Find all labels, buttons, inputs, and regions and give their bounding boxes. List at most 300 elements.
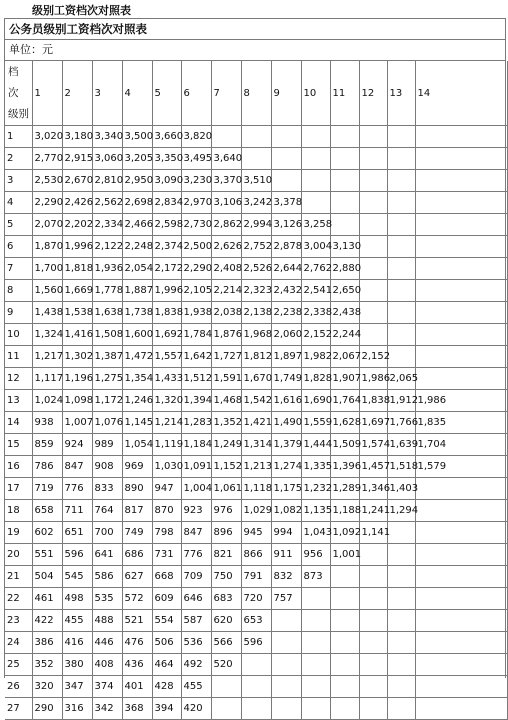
salary-cell: 1,354 xyxy=(122,368,152,390)
salary-cell: 464 xyxy=(152,654,181,676)
salary-cell xyxy=(211,698,241,720)
salary-cell: 2,152 xyxy=(301,324,330,346)
salary-cell: 911 xyxy=(271,544,301,566)
salary-cell: 2,644 xyxy=(271,258,301,280)
salary-cell: 832 xyxy=(271,566,301,588)
salary-cell: 1,416 xyxy=(62,324,92,346)
salary-cell xyxy=(301,588,330,610)
level-cell: 5 xyxy=(5,214,32,236)
salary-cell xyxy=(415,610,507,632)
salary-cell: 1,030 xyxy=(152,456,181,478)
salary-cell xyxy=(359,588,387,610)
table-row xyxy=(5,566,507,588)
salary-cell: 545 xyxy=(62,566,92,588)
salary-cell: 1,289 xyxy=(330,478,359,500)
salary-cell: 3,130 xyxy=(330,236,359,258)
salary-cell: 1,188 xyxy=(330,500,359,522)
table-row xyxy=(5,148,507,170)
salary-cell: 1,119 xyxy=(152,434,181,456)
table-row xyxy=(5,412,507,434)
salary-cell: 1,213 xyxy=(241,456,271,478)
salary-cell: 2,323 xyxy=(241,280,271,302)
salary-cell: 821 xyxy=(211,544,241,566)
salary-cell: 2,122 xyxy=(92,236,122,258)
salary-cell: 596 xyxy=(241,632,271,654)
salary-cell xyxy=(415,544,507,566)
salary-cell: 908 xyxy=(92,456,122,478)
salary-cell: 870 xyxy=(152,500,181,522)
level-cell: 4 xyxy=(5,192,32,214)
salary-cell: 320 xyxy=(32,676,62,698)
salary-cell: 1,320 xyxy=(152,390,181,412)
salary-cell: 1,145 xyxy=(122,412,152,434)
column-header: 13 xyxy=(387,61,415,126)
header-row xyxy=(5,61,507,126)
salary-cell xyxy=(330,698,359,720)
salary-cell: 1,092 xyxy=(330,522,359,544)
salary-cell: 1,835 xyxy=(415,412,507,434)
level-cell: 20 xyxy=(5,544,32,566)
salary-cell: 3,020 xyxy=(32,126,62,148)
salary-cell: 1,936 xyxy=(92,258,122,280)
salary-cell: 3,126 xyxy=(271,214,301,236)
salary-cell xyxy=(330,632,359,654)
salary-cell: 1,557 xyxy=(152,346,181,368)
salary-cell: 1,141 xyxy=(359,522,387,544)
salary-cell: 1,986 xyxy=(359,368,387,390)
salary-cell xyxy=(271,698,301,720)
salary-cell xyxy=(387,544,415,566)
salary-cell: 1,403 xyxy=(387,478,415,500)
salary-cell xyxy=(387,698,415,720)
salary-cell: 1,117 xyxy=(32,368,62,390)
salary-cell: 342 xyxy=(92,698,122,720)
table-row xyxy=(5,390,507,412)
salary-cell: 1,784 xyxy=(181,324,211,346)
salary-cell: 786 xyxy=(32,456,62,478)
salary-cell: 535 xyxy=(92,588,122,610)
salary-cell xyxy=(415,588,507,610)
salary-cell: 2,214 xyxy=(211,280,241,302)
salary-cell: 1,468 xyxy=(211,390,241,412)
salary-cell xyxy=(415,214,507,236)
salary-cell: 1,600 xyxy=(122,324,152,346)
column-header: 4 xyxy=(122,61,152,126)
salary-cell: 416 xyxy=(62,632,92,654)
salary-cell: 551 xyxy=(32,544,62,566)
salary-cell: 1,749 xyxy=(271,368,301,390)
salary-cell: 1,029 xyxy=(241,500,271,522)
salary-cell: 3,640 xyxy=(211,148,241,170)
salary-cell: 1,091 xyxy=(181,456,211,478)
salary-cell: 436 xyxy=(122,654,152,676)
salary-cell: 2,598 xyxy=(152,214,181,236)
salary-cell: 2,466 xyxy=(122,214,152,236)
salary-cell xyxy=(359,280,387,302)
salary-cell: 1,457 xyxy=(359,456,387,478)
salary-cell: 1,704 xyxy=(415,434,507,456)
table-row xyxy=(5,126,507,148)
salary-cell: 2,526 xyxy=(241,258,271,280)
salary-cell: 1,314 xyxy=(241,434,271,456)
salary-cell: 873 xyxy=(301,566,330,588)
salary-cell xyxy=(415,170,507,192)
salary-cell xyxy=(415,566,507,588)
salary-cell: 498 xyxy=(62,588,92,610)
table-row xyxy=(5,236,507,258)
salary-cell: 2,698 xyxy=(122,192,152,214)
salary-cell: 1,616 xyxy=(271,390,301,412)
salary-cell: 1,912 xyxy=(387,390,415,412)
table-row xyxy=(5,588,507,610)
level-cell: 24 xyxy=(5,632,32,654)
salary-cell xyxy=(330,654,359,676)
salary-cell: 2,670 xyxy=(62,170,92,192)
level-cell: 8 xyxy=(5,280,32,302)
salary-cell: 1,559 xyxy=(301,412,330,434)
salary-cell: 2,970 xyxy=(181,192,211,214)
salary-cell xyxy=(241,148,271,170)
salary-cell xyxy=(301,126,330,148)
salary-cell: 1,727 xyxy=(211,346,241,368)
salary-cell: 1,986 xyxy=(415,390,507,412)
salary-cell xyxy=(415,324,507,346)
salary-cell: 646 xyxy=(181,588,211,610)
level-cell: 15 xyxy=(5,434,32,456)
salary-cell: 2,500 xyxy=(181,236,211,258)
level-cell: 25 xyxy=(5,654,32,676)
salary-cell: 798 xyxy=(152,522,181,544)
salary-cell xyxy=(359,654,387,676)
salary-cell xyxy=(301,676,330,698)
table-row xyxy=(5,654,507,676)
level-cell: 9 xyxy=(5,302,32,324)
salary-cell: 455 xyxy=(62,610,92,632)
salary-cell xyxy=(271,126,301,148)
salary-cell: 554 xyxy=(152,610,181,632)
salary-cell: 461 xyxy=(32,588,62,610)
column-header: 12 xyxy=(359,61,387,126)
salary-cell: 1,700 xyxy=(32,258,62,280)
salary-cell: 1,538 xyxy=(62,302,92,324)
salary-cell: 3,510 xyxy=(241,170,271,192)
salary-cell xyxy=(359,214,387,236)
salary-cell: 3,500 xyxy=(122,126,152,148)
salary-cell: 1,669 xyxy=(62,280,92,302)
salary-cell xyxy=(387,192,415,214)
level-cell: 16 xyxy=(5,456,32,478)
salary-cell xyxy=(415,478,507,500)
salary-cell: 3,660 xyxy=(152,126,181,148)
salary-cell: 1,870 xyxy=(32,236,62,258)
salary-cell xyxy=(359,632,387,654)
salary-cell: 1,217 xyxy=(32,346,62,368)
salary-cell xyxy=(387,280,415,302)
salary-cell: 1,738 xyxy=(122,302,152,324)
salary-cell: 609 xyxy=(152,588,181,610)
salary-cell: 731 xyxy=(152,544,181,566)
salary-cell xyxy=(359,170,387,192)
table-row xyxy=(5,280,507,302)
salary-cell: 3,350 xyxy=(152,148,181,170)
salary-cell: 1,764 xyxy=(330,390,359,412)
salary-cell: 2,067 xyxy=(330,346,359,368)
salary-cell: 1,876 xyxy=(211,324,241,346)
salary-cell: 1,335 xyxy=(301,456,330,478)
salary-cell: 2,994 xyxy=(241,214,271,236)
salary-cell: 1,579 xyxy=(415,456,507,478)
salary-cell: 1,421 xyxy=(241,412,271,434)
salary-cell: 1,438 xyxy=(32,302,62,324)
salary-cell: 1,394 xyxy=(181,390,211,412)
level-cell: 27 xyxy=(5,698,32,720)
salary-cell xyxy=(415,632,507,654)
table-row xyxy=(5,368,507,390)
salary-cell: 520 xyxy=(211,654,241,676)
salary-cell xyxy=(415,236,507,258)
salary-cell: 1,118 xyxy=(241,478,271,500)
salary-cell: 347 xyxy=(62,676,92,698)
column-header: 5 xyxy=(152,61,181,126)
salary-cell: 1,283 xyxy=(181,412,211,434)
salary-cell: 709 xyxy=(181,566,211,588)
salary-cell: 2,878 xyxy=(271,236,301,258)
salary-cell: 1,175 xyxy=(271,478,301,500)
salary-cell xyxy=(301,170,330,192)
salary-cell: 1,968 xyxy=(241,324,271,346)
salary-cell: 2,530 xyxy=(32,170,62,192)
salary-cell: 3,495 xyxy=(181,148,211,170)
salary-cell: 1,490 xyxy=(271,412,301,434)
salary-cell: 2,426 xyxy=(62,192,92,214)
salary-cell xyxy=(271,610,301,632)
salary-cell: 394 xyxy=(152,698,181,720)
salary-cell: 2,038 xyxy=(211,302,241,324)
salary-cell: 2,650 xyxy=(330,280,359,302)
salary-cell: 989 xyxy=(92,434,122,456)
table-row xyxy=(5,456,507,478)
salary-cell: 2,432 xyxy=(271,280,301,302)
salary-cell: 572 xyxy=(122,588,152,610)
salary-cell xyxy=(359,698,387,720)
salary-cell: 2,562 xyxy=(92,192,122,214)
salary-cell: 1,818 xyxy=(62,258,92,280)
salary-cell xyxy=(330,148,359,170)
salary-cell: 374 xyxy=(92,676,122,698)
salary-cell: 1,396 xyxy=(330,456,359,478)
salary-cell: 749 xyxy=(122,522,152,544)
salary-cell xyxy=(415,522,507,544)
salary-cell xyxy=(359,302,387,324)
salary-cell: 2,338 xyxy=(301,302,330,324)
salary-cell xyxy=(387,324,415,346)
salary-cell: 566 xyxy=(211,632,241,654)
salary-cell xyxy=(387,214,415,236)
salary-cell xyxy=(330,588,359,610)
salary-cell xyxy=(387,566,415,588)
salary-cell: 720 xyxy=(241,588,271,610)
salary-cell: 859 xyxy=(32,434,62,456)
level-cell: 3 xyxy=(5,170,32,192)
table-row xyxy=(5,258,507,280)
salary-cell: 1,828 xyxy=(301,368,330,390)
salary-cell xyxy=(359,610,387,632)
salary-cell: 1,246 xyxy=(122,390,152,412)
salary-cell xyxy=(301,148,330,170)
salary-cell: 1,509 xyxy=(330,434,359,456)
salary-cell xyxy=(387,610,415,632)
salary-cell xyxy=(387,346,415,368)
salary-cell: 420 xyxy=(181,698,211,720)
table-row xyxy=(5,632,507,654)
salary-cell: 2,880 xyxy=(330,258,359,280)
salary-cell xyxy=(415,368,507,390)
column-header: 7 xyxy=(211,61,241,126)
salary-cell xyxy=(387,302,415,324)
salary-cell: 2,138 xyxy=(241,302,271,324)
salary-cell xyxy=(415,676,507,698)
level-cell: 14 xyxy=(5,412,32,434)
salary-cell: 476 xyxy=(122,632,152,654)
salary-cell: 3,004 xyxy=(301,236,330,258)
salary-cell: 750 xyxy=(211,566,241,588)
salary-cell xyxy=(330,126,359,148)
salary-cell: 2,334 xyxy=(92,214,122,236)
column-header: 1 xyxy=(32,61,62,126)
salary-cell xyxy=(301,698,330,720)
column-header: 9 xyxy=(271,61,301,126)
salary-cell: 3,230 xyxy=(181,170,211,192)
salary-cell: 3,060 xyxy=(92,148,122,170)
salary-cell: 446 xyxy=(92,632,122,654)
salary-cell: 428 xyxy=(152,676,181,698)
salary-cell: 1,152 xyxy=(211,456,241,478)
salary-cell: 1,249 xyxy=(211,434,241,456)
salary-cell: 1,241 xyxy=(359,500,387,522)
salary-cell xyxy=(271,654,301,676)
salary-cell: 764 xyxy=(92,500,122,522)
table-row xyxy=(5,434,507,456)
corner-header xyxy=(5,61,32,126)
salary-cell: 1,346 xyxy=(359,478,387,500)
salary-cell: 866 xyxy=(241,544,271,566)
salary-cell: 1,812 xyxy=(241,346,271,368)
salary-cell xyxy=(301,632,330,654)
salary-cell xyxy=(415,500,507,522)
salary-cell: 1,379 xyxy=(271,434,301,456)
salary-cell xyxy=(241,654,271,676)
salary-cell xyxy=(271,148,301,170)
salary-cell: 3,340 xyxy=(92,126,122,148)
salary-cell: 896 xyxy=(211,522,241,544)
salary-cell: 1,232 xyxy=(301,478,330,500)
salary-cell xyxy=(241,698,271,720)
level-cell: 23 xyxy=(5,610,32,632)
table-row xyxy=(5,544,507,566)
salary-cell: 1,560 xyxy=(32,280,62,302)
column-header: 8 xyxy=(241,61,271,126)
salary-cell: 488 xyxy=(92,610,122,632)
salary-cell: 757 xyxy=(271,588,301,610)
page-title: 级别工资档次对照表 xyxy=(32,4,131,17)
salary-cell: 1,444 xyxy=(301,434,330,456)
salary-cell xyxy=(211,126,241,148)
salary-cell: 3,106 xyxy=(211,192,241,214)
salary-cell: 1,001 xyxy=(330,544,359,566)
salary-cell: 1,778 xyxy=(92,280,122,302)
salary-cell xyxy=(387,148,415,170)
salary-cell: 316 xyxy=(62,698,92,720)
salary-cell: 1,996 xyxy=(152,280,181,302)
salary-cell: 2,834 xyxy=(152,192,181,214)
salary-cell xyxy=(301,654,330,676)
salary-cell: 947 xyxy=(152,478,181,500)
level-cell: 1 xyxy=(5,126,32,148)
corner-header-line: 级别 xyxy=(8,107,29,120)
salary-cell: 1,692 xyxy=(152,324,181,346)
salary-cell: 1,184 xyxy=(181,434,211,456)
salary-cell: 290 xyxy=(32,698,62,720)
salary-cell xyxy=(301,610,330,632)
salary-cell: 2,290 xyxy=(32,192,62,214)
salary-cell: 1,907 xyxy=(330,368,359,390)
salary-cell: 924 xyxy=(62,434,92,456)
salary-cell: 1,642 xyxy=(181,346,211,368)
salary-cell: 3,258 xyxy=(301,214,330,236)
salary-cell: 833 xyxy=(92,478,122,500)
level-cell: 2 xyxy=(5,148,32,170)
salary-cell: 506 xyxy=(152,632,181,654)
salary-cell: 2,770 xyxy=(32,148,62,170)
salary-cell xyxy=(415,258,507,280)
salary-cell: 700 xyxy=(92,522,122,544)
salary-cell: 1,274 xyxy=(271,456,301,478)
salary-cell xyxy=(387,676,415,698)
salary-cell: 2,248 xyxy=(122,236,152,258)
salary-cell: 2,060 xyxy=(271,324,301,346)
unit-label: 单位：元 xyxy=(5,40,505,61)
salary-cell: 923 xyxy=(181,500,211,522)
table-row xyxy=(5,192,507,214)
salary-cell: 2,762 xyxy=(301,258,330,280)
salary-cell: 2,172 xyxy=(152,258,181,280)
salary-cell: 2,915 xyxy=(62,148,92,170)
salary-cell: 3,378 xyxy=(271,192,301,214)
salary-cell xyxy=(211,676,241,698)
level-cell: 13 xyxy=(5,390,32,412)
salary-cell xyxy=(359,236,387,258)
salary-cell: 791 xyxy=(241,566,271,588)
table-row xyxy=(5,698,507,720)
salary-cell: 1,433 xyxy=(152,368,181,390)
salary-cell: 1,838 xyxy=(359,390,387,412)
salary-cell: 2,730 xyxy=(181,214,211,236)
level-cell: 17 xyxy=(5,478,32,500)
salary-cell: 1,007 xyxy=(62,412,92,434)
salary-cell xyxy=(271,170,301,192)
salary-cell: 2,626 xyxy=(211,236,241,258)
salary-cell: 2,862 xyxy=(211,214,241,236)
salary-cell: 3,205 xyxy=(122,148,152,170)
salary-cell: 1,196 xyxy=(62,368,92,390)
salary-cell: 1,275 xyxy=(92,368,122,390)
salary-cell xyxy=(359,676,387,698)
column-header: 11 xyxy=(330,61,359,126)
salary-cell: 536 xyxy=(181,632,211,654)
salary-cell: 408 xyxy=(92,654,122,676)
corner-header-line: 档 xyxy=(8,65,19,78)
salary-cell xyxy=(330,192,359,214)
